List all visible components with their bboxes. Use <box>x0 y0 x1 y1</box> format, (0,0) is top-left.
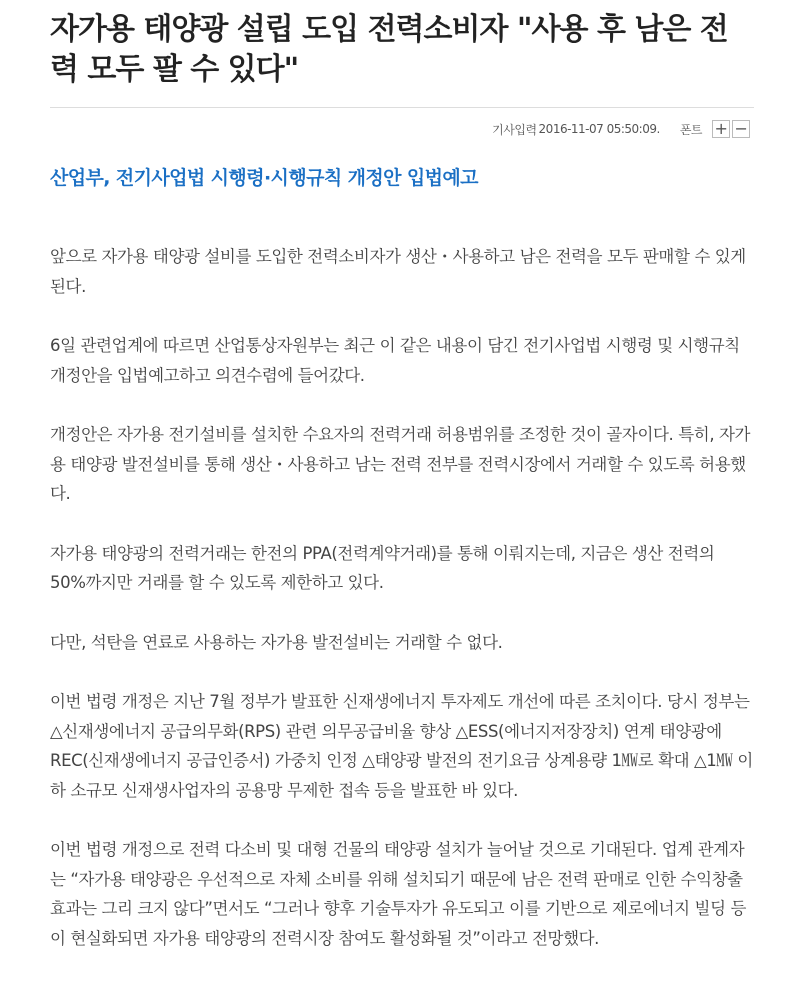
article <box>50 0 754 948</box>
font-increase-button[interactable]: + <box>712 120 730 138</box>
body-paragraph: 앞으로 자가용 태양광 설비를 도입한 전력소비자가 생산・사용하고 남은 전력을 모두 판매할 수 있게 된다. <box>50 247 746 296</box>
body-paragraph: 이번 법령 개정으로 전력 다소비 및 대형 건물의 태양광 설치가 늘어날 것으로 기대된다. 업계 관계자는 “자가용 태양광은 우선적으로 자체 소비를 위해 설치되기 때문에 남은 전력 판매로 인한 수익창출 효과는 그리 크지 않다”면서도 “그러나 향후 기술투자가 유도되고 이를 기반으로 제로에너지 빌딩 등이 현실화되면 자가용 태양광의 전력시장 참여도 활성화될 것”이라고 전망했다. <box>50 840 746 948</box>
body-paragraph: 다만, 석탄을 연료로 사용하는 자가용 발전설비는 거래할 수 없다. <box>50 632 503 652</box>
publish-date: 2016-11-07 05:50:09. <box>538 122 660 136</box>
font-decrease-button[interactable]: − <box>732 120 750 138</box>
article-body <box>50 242 754 983</box>
date-label: 기사입력 <box>492 122 537 137</box>
article-subtitle: 산업부, 전기사업법 시행령·시행규칙 개정안 입법예고 <box>50 167 478 189</box>
headline-divider <box>50 107 754 108</box>
article-headline: 자가용 태양광 설립 도입 전력소비자 "사용 후 남은 전력 모두 팔 수 있다" <box>50 12 728 87</box>
body-paragraph: 이번 법령 개정은 지난 7월 정부가 발표한 신재생에너지 투자제도 개선에 따른 조치이다. 당시 정부는 △신재생에너지 공급의무화(RPS) 관련 의무공급비율 향상 △ESS(에너지저장장치) 연계 태양광에 REC(신재생에너지 공급인증서) 가중치 인정 △태양광 발전의 전기요금 상계용량 1㎿로 확대 △1㎿ 이하 소규모 신재생사업자의 공용망 무제한 접속 등을 발표한 바 있다. <box>50 692 753 800</box>
body-paragraph: 6일 관련업계에 따르면 산업통상자원부는 최근 이 같은 내용이 담긴 전기사업법 시행령 및 시행규칙 개정안을 입법예고하고 의견수렴에 들어갔다. <box>50 336 740 385</box>
article-meta <box>492 118 750 140</box>
body-paragraph: 개정안은 자가용 전기설비를 설치한 수요자의 전력거래 허용범위를 조정한 것이 골자이다. 특히, 자가용 태양광 발전설비를 통해 생산・사용하고 남는 전력 전부를 전력시장에서 거래할 수 있도록 허용했다. <box>50 425 751 503</box>
font-size-label: 폰트 <box>679 122 702 137</box>
body-paragraph: 자가용 태양광의 전력거래는 한전의 PPA(전력계약거래)를 통해 이뤄지는데, 지금은 생산 전력의 50%까지만 거래를 할 수 있도록 제한하고 있다. <box>50 543 715 592</box>
